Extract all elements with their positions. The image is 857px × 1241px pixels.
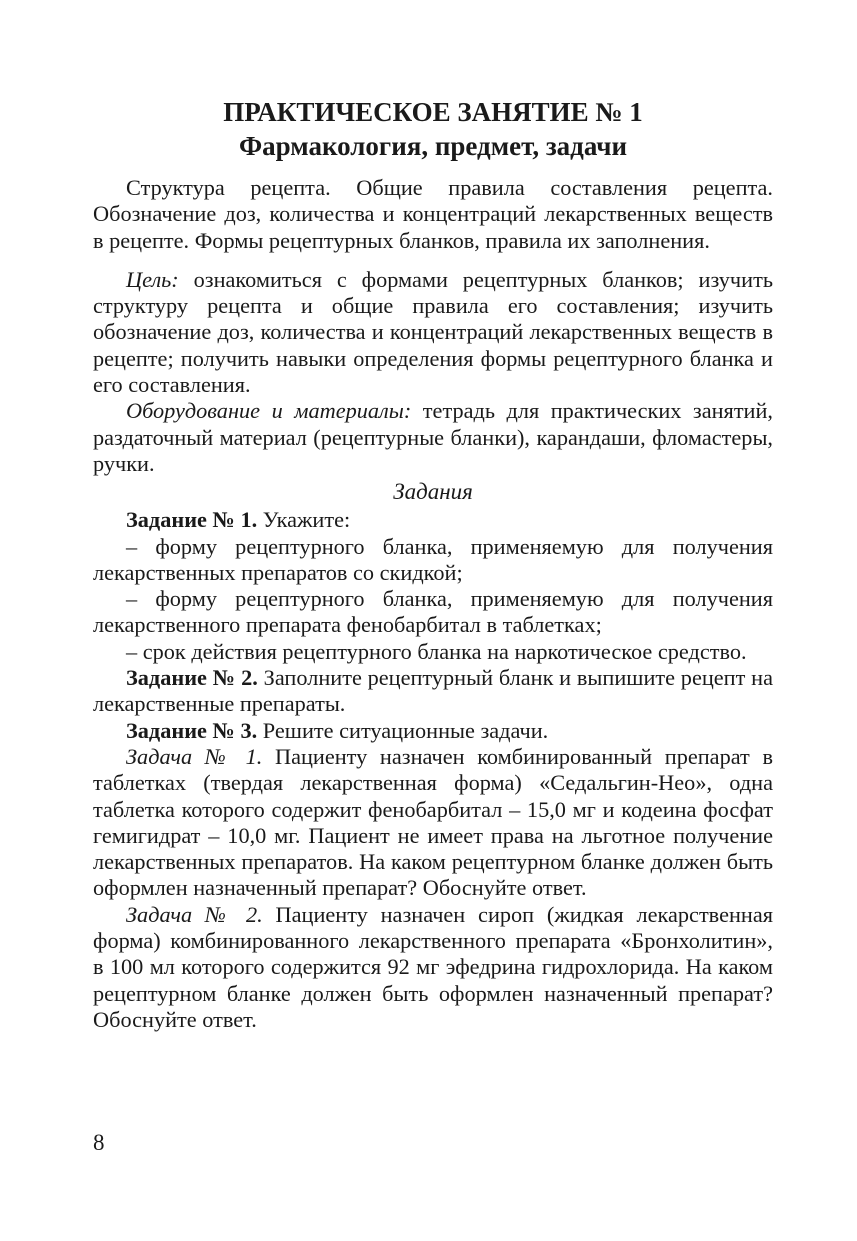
tasks-heading: Задания xyxy=(393,479,473,505)
problem1-paragraph xyxy=(93,744,773,902)
page-number: 8 xyxy=(93,1130,105,1155)
intro-paragraph: Структура рецепта. Общие правила составления рецепта. Обозначение доз, количества и концентраций лекарственных веществ в рецепте. Формы рецептурных бланков, правила их заполнения. xyxy=(93,175,773,253)
goal-label: Цель: xyxy=(126,266,179,292)
task1-label: Задание № 1. xyxy=(126,507,258,533)
problem1-label: Задача № 1. xyxy=(126,743,263,769)
task1-paragraph xyxy=(93,507,773,533)
page-content xyxy=(93,95,773,1033)
goal-paragraph xyxy=(93,267,773,398)
task2-label: Задание № 2. xyxy=(126,665,258,691)
goal-text: ознакомиться с формами рецептурных бланков; изучить структуру рецепта и общие правила его составления; изучить обозначение доз, количества и концентраций лекарственных веществ в рецепте; получить навыки определения формы рецептурного бланка и его составления. xyxy=(93,266,773,398)
task3-paragraph xyxy=(93,718,773,744)
page-title: ПРАКТИЧЕСКОЕ ЗАНЯТИЕ № 1 xyxy=(223,97,643,127)
task2-text: Заполните рецептурный бланк и выпишите рецепт на лекарственные препараты. xyxy=(93,665,773,717)
problem2-text: Пациенту назначен сироп (жидкая лекарственная форма) комбинированного лекарственного препарата «Бронхолитин», в 100 мл которого содержится 92 мг эфедрина гидрохлорида. На каком рецептурном бланке должен быть оформлен назначенный препарат? Обоснуйте ответ. xyxy=(93,901,773,1032)
task2-paragraph xyxy=(93,665,773,718)
problem1-text: Пациенту назначен комбинированный препарат в таблетках (твердая лекарственная форма) «Седальгин-Нео», одна таблетка которого содержит фенобарбитал – 15,0 мг и кодеина фосфат гемигидрат – 10,0 мг. Пациент не имеет права на льготное получение лекарственных препаратов. На каком рецептурном бланке должен быть оформлен назначенный препарат? Обоснуйте ответ. xyxy=(93,743,773,901)
equipment-text: тетрадь для практических занятий, раздаточный материал (рецептурные бланки), карандаши, фломастеры, ручки. xyxy=(93,398,773,476)
task1-item: – форму рецептурного бланка, применяемую для получения лекарственного препарата фенобарбитал в таблетках; xyxy=(93,586,773,638)
task1-text: Укажите: xyxy=(257,507,351,533)
equipment-label: Оборудование и материалы: xyxy=(126,398,412,424)
task3-label: Задание № 3. xyxy=(126,717,258,743)
equipment-paragraph xyxy=(93,398,773,477)
task1-item: – форму рецептурного бланка, применяемую для получения лекарственных препаратов со скидкой; xyxy=(93,533,773,585)
task1-item: – срок действия рецептурного бланка на наркотическое средство. xyxy=(126,638,747,664)
problem2-label: Задача № 2. xyxy=(126,901,263,927)
page-subtitle: Фармакология, предмет, задачи xyxy=(238,131,628,161)
task3-text: Решите ситуационные задачи. xyxy=(257,717,549,743)
problem2-paragraph xyxy=(93,902,773,1033)
